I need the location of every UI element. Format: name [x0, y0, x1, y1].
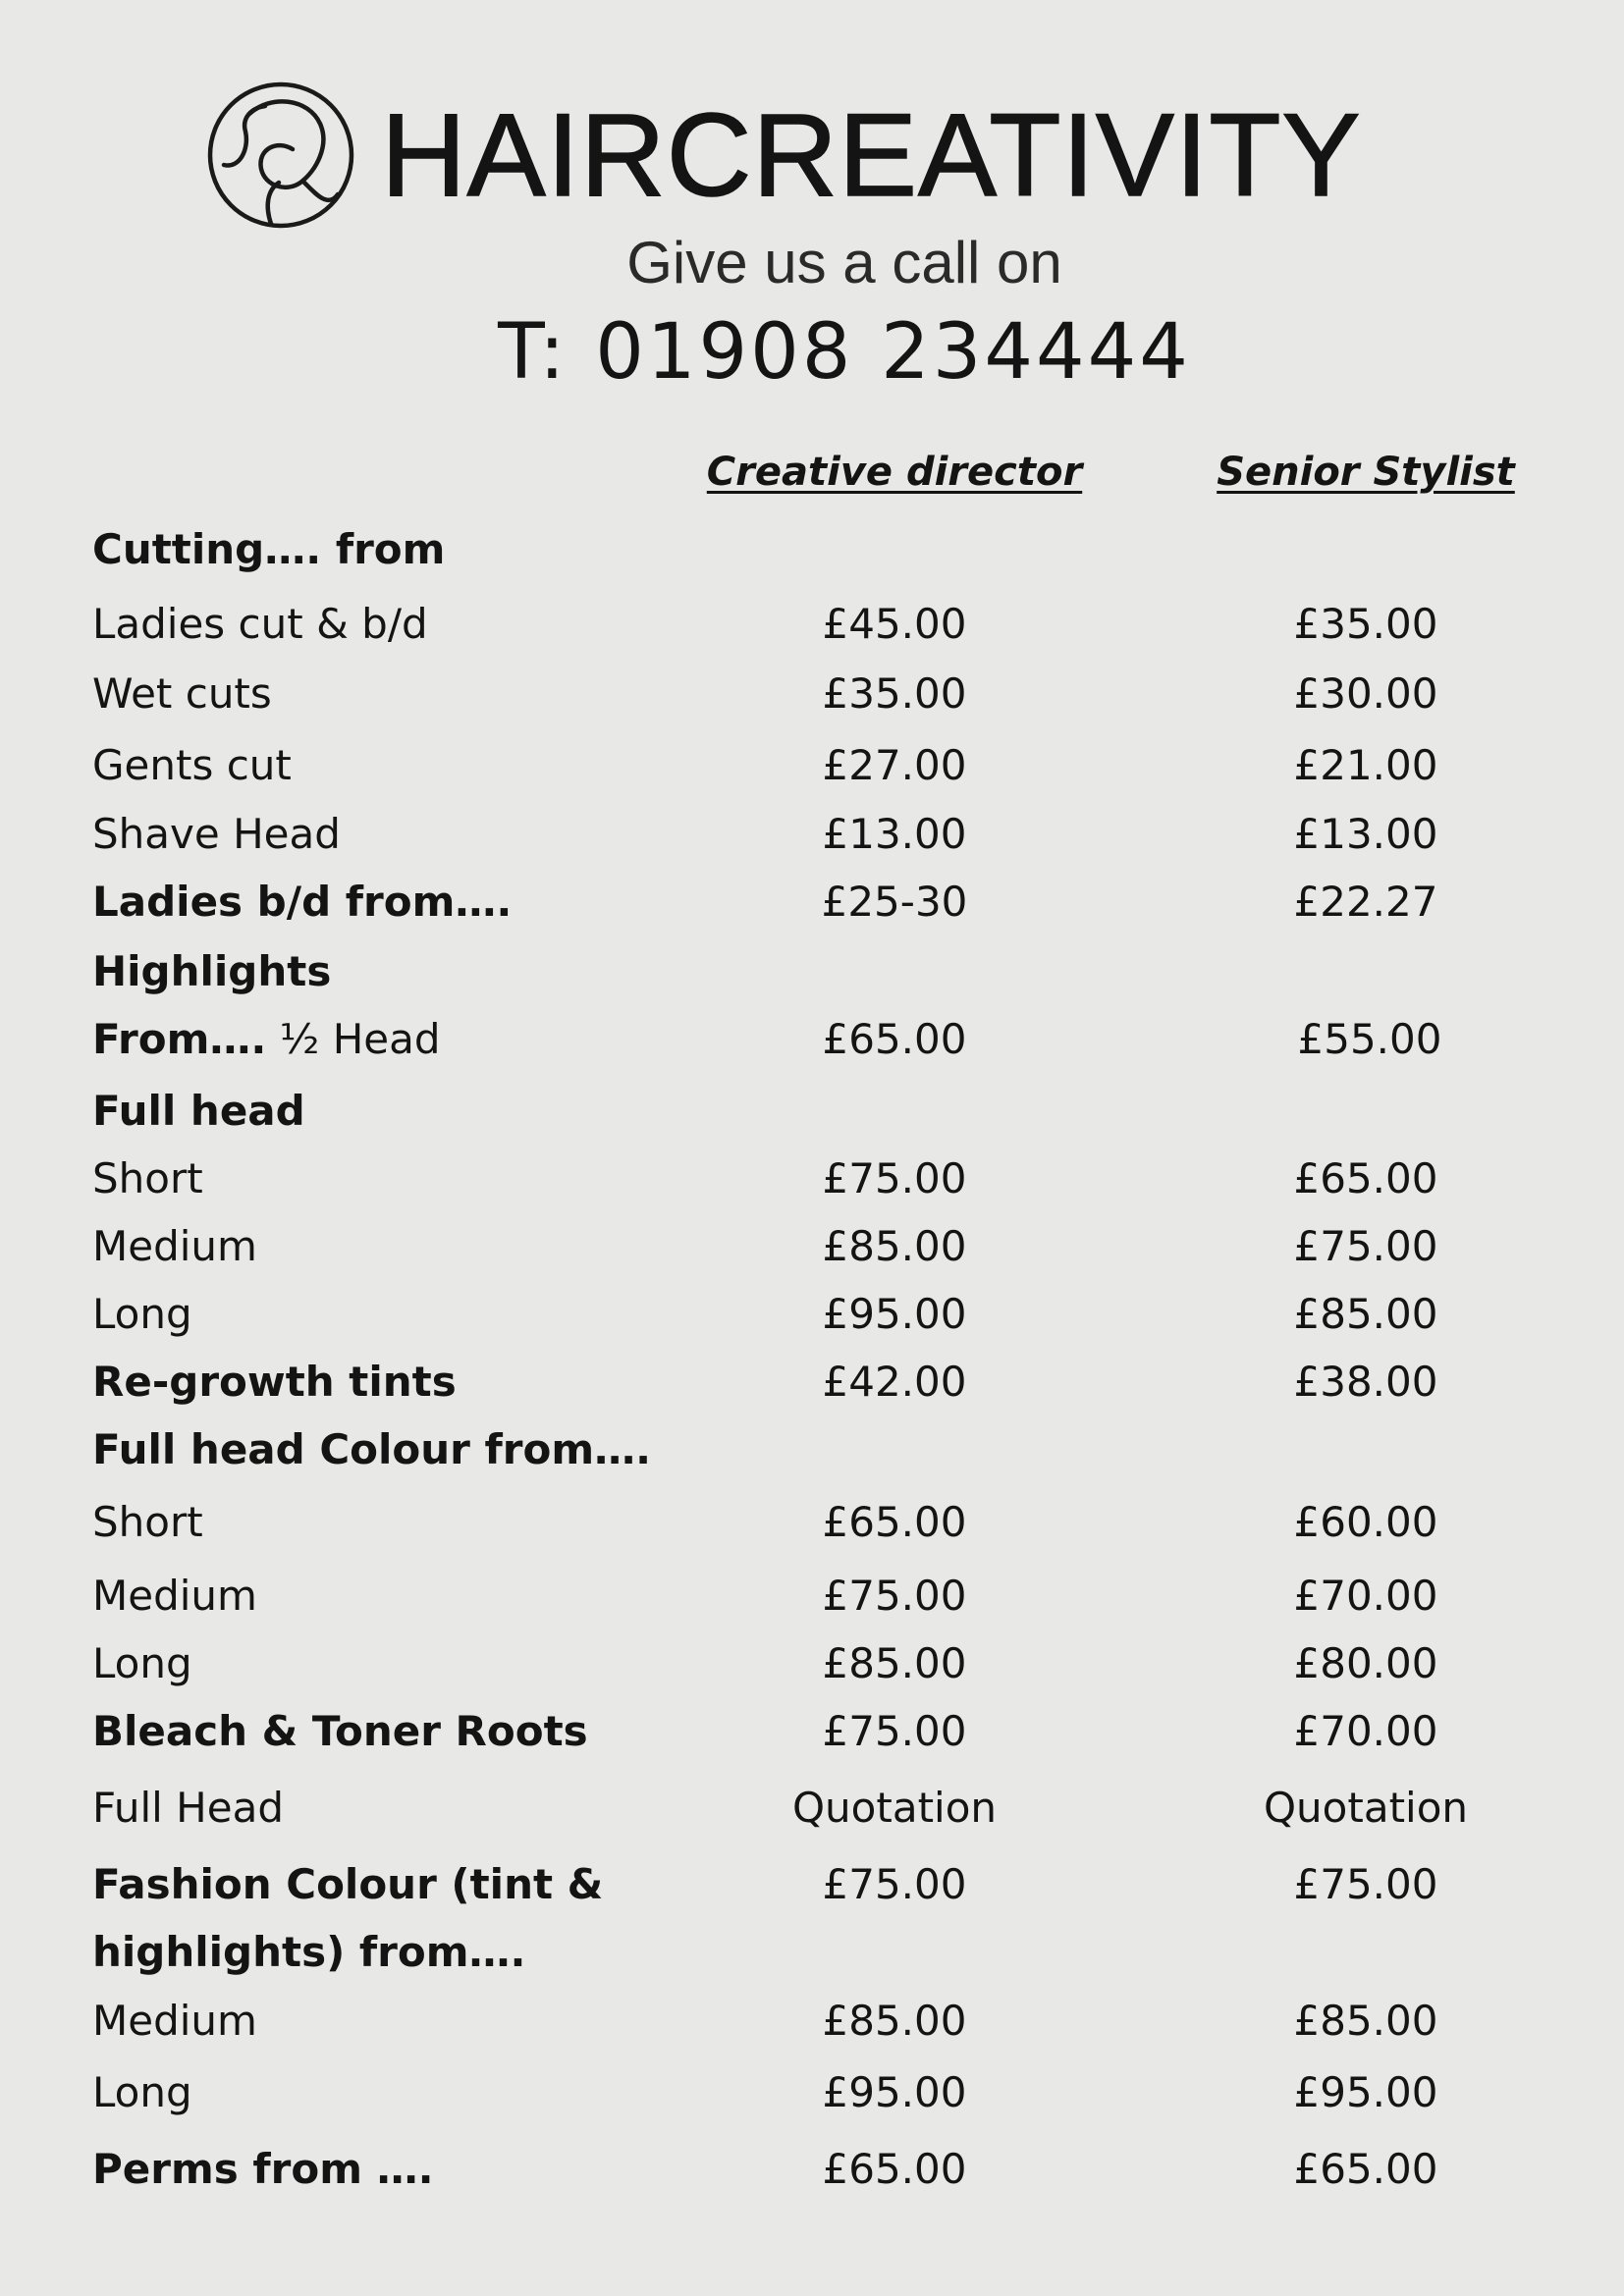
- service-label: Medium: [92, 1572, 257, 1620]
- senior-stylist-price: £85.00: [1293, 1290, 1438, 1338]
- senior-stylist-price: £60.00: [1293, 1498, 1438, 1546]
- creative-director-price: £45.00: [822, 600, 967, 648]
- price-row: [0, 595, 1624, 654]
- creative-director-price: £95.00: [822, 1290, 967, 1338]
- senior-stylist-price: £80.00: [1293, 1639, 1438, 1687]
- creative-director-price: £25-30: [821, 878, 968, 926]
- price-row: [0, 665, 1624, 723]
- senior-stylist-price: £70.00: [1293, 1707, 1438, 1755]
- senior-stylist-price: £35.00: [1293, 600, 1438, 648]
- service-label-rest: ½ Head: [266, 1015, 441, 1063]
- service-label: Medium: [92, 1997, 257, 2045]
- price-row: [0, 1217, 1624, 1276]
- service-label: Bleach & Toner Roots: [92, 1707, 588, 1755]
- price-row: [0, 1855, 1624, 1914]
- senior-stylist-price: £75.00: [1293, 1860, 1438, 1908]
- price-row: [0, 873, 1624, 932]
- service-label: Full head: [92, 1087, 305, 1135]
- creative-director-price: £35.00: [822, 669, 967, 718]
- creative-director-price: £65.00: [822, 1498, 967, 1546]
- price-row: [0, 1493, 1624, 1552]
- price-row: [0, 520, 1624, 579]
- service-label: Ladies b/d from….: [92, 878, 513, 926]
- senior-stylist-price: £65.00: [1293, 1154, 1438, 1202]
- service-label: [92, 1010, 441, 1069]
- service-label: highlights) from….: [92, 1928, 526, 1976]
- price-row: [0, 1567, 1624, 1626]
- senior-stylist-price: £75.00: [1293, 1222, 1438, 1270]
- creative-director-price: £85.00: [822, 1997, 967, 2045]
- column-header-senior-stylist: Senior Stylist: [1217, 450, 1515, 495]
- service-label: Re-growth tints: [92, 1358, 457, 1406]
- senior-stylist-price: £65.00: [1293, 2145, 1438, 2193]
- service-label: Shave Head: [92, 810, 341, 858]
- price-row: [0, 805, 1624, 864]
- creative-director-price: £75.00: [822, 1154, 967, 1202]
- senior-stylist-price: £21.00: [1293, 741, 1438, 789]
- service-label: Cutting…. from: [92, 525, 446, 573]
- senior-stylist-price: £13.00: [1293, 810, 1438, 858]
- phone-number: T: 01908 234444: [498, 308, 1191, 397]
- senior-stylist-price: £30.00: [1293, 669, 1438, 718]
- service-label: Full Head: [92, 1784, 284, 1832]
- creative-director-price: £65.00: [822, 1015, 967, 1063]
- service-label: Perms from ….: [92, 2145, 434, 2193]
- service-label-bold: From….: [92, 1015, 267, 1063]
- price-row: [0, 1353, 1624, 1412]
- creative-director-price: £75.00: [822, 1860, 967, 1908]
- price-row: [0, 1149, 1624, 1208]
- price-row: [0, 1082, 1624, 1141]
- service-label: Long: [92, 1290, 192, 1338]
- service-label: Gents cut: [92, 741, 292, 789]
- creative-director-price: £42.00: [822, 1358, 967, 1406]
- service-label: Medium: [92, 1222, 257, 1270]
- column-header-creative-director: Creative director: [706, 450, 1083, 495]
- price-row: [0, 1992, 1624, 2051]
- creative-director-price: Quotation: [791, 1784, 998, 1832]
- price-row: [0, 1010, 1624, 1069]
- service-label: Highlights: [92, 947, 332, 995]
- creative-director-price: £65.00: [822, 2145, 967, 2193]
- senior-stylist-price: £38.00: [1293, 1358, 1438, 1406]
- creative-director-price: £85.00: [822, 1639, 967, 1687]
- price-row: [0, 1779, 1624, 1838]
- service-label: Fashion Colour (tint &: [92, 1860, 604, 1908]
- price-row: [0, 1702, 1624, 1761]
- senior-stylist-price: £55.00: [1297, 1015, 1442, 1063]
- service-label: Wet cuts: [92, 669, 272, 718]
- price-row: [0, 1420, 1624, 1479]
- price-row: [0, 1285, 1624, 1344]
- price-row: [0, 736, 1624, 795]
- senior-stylist-price: Quotation: [1263, 1784, 1469, 1832]
- senior-stylist-price: £22.27: [1293, 878, 1438, 926]
- senior-stylist-price: £70.00: [1293, 1572, 1438, 1620]
- logo-mark-icon: [206, 80, 355, 230]
- call-us-text: Give us a call on: [626, 230, 1062, 295]
- price-row: [0, 942, 1624, 1001]
- senior-stylist-price: £95.00: [1293, 2068, 1438, 2116]
- creative-director-price: £95.00: [822, 2068, 967, 2116]
- service-label: Short: [92, 1498, 203, 1546]
- service-label: Long: [92, 1639, 192, 1687]
- price-row: [0, 2063, 1624, 2122]
- creative-director-price: £27.00: [822, 741, 967, 789]
- creative-director-price: £13.00: [822, 810, 967, 858]
- creative-director-price: £75.00: [822, 1572, 967, 1620]
- page-header: [0, 0, 1624, 412]
- creative-director-price: £85.00: [822, 1222, 967, 1270]
- service-label: Short: [92, 1154, 203, 1202]
- service-label: Ladies cut & b/d: [92, 600, 428, 648]
- price-row: [0, 1923, 1624, 1982]
- price-row: [0, 2140, 1624, 2199]
- service-label: Long: [92, 2068, 192, 2116]
- creative-director-price: £75.00: [822, 1707, 967, 1755]
- price-row: [0, 1634, 1624, 1693]
- service-label: Full head Colour from….: [92, 1425, 652, 1473]
- brand-logo: [206, 77, 1362, 234]
- senior-stylist-price: £85.00: [1293, 1997, 1438, 2045]
- brand-name: HAIRCREATIVITY: [381, 89, 1362, 221]
